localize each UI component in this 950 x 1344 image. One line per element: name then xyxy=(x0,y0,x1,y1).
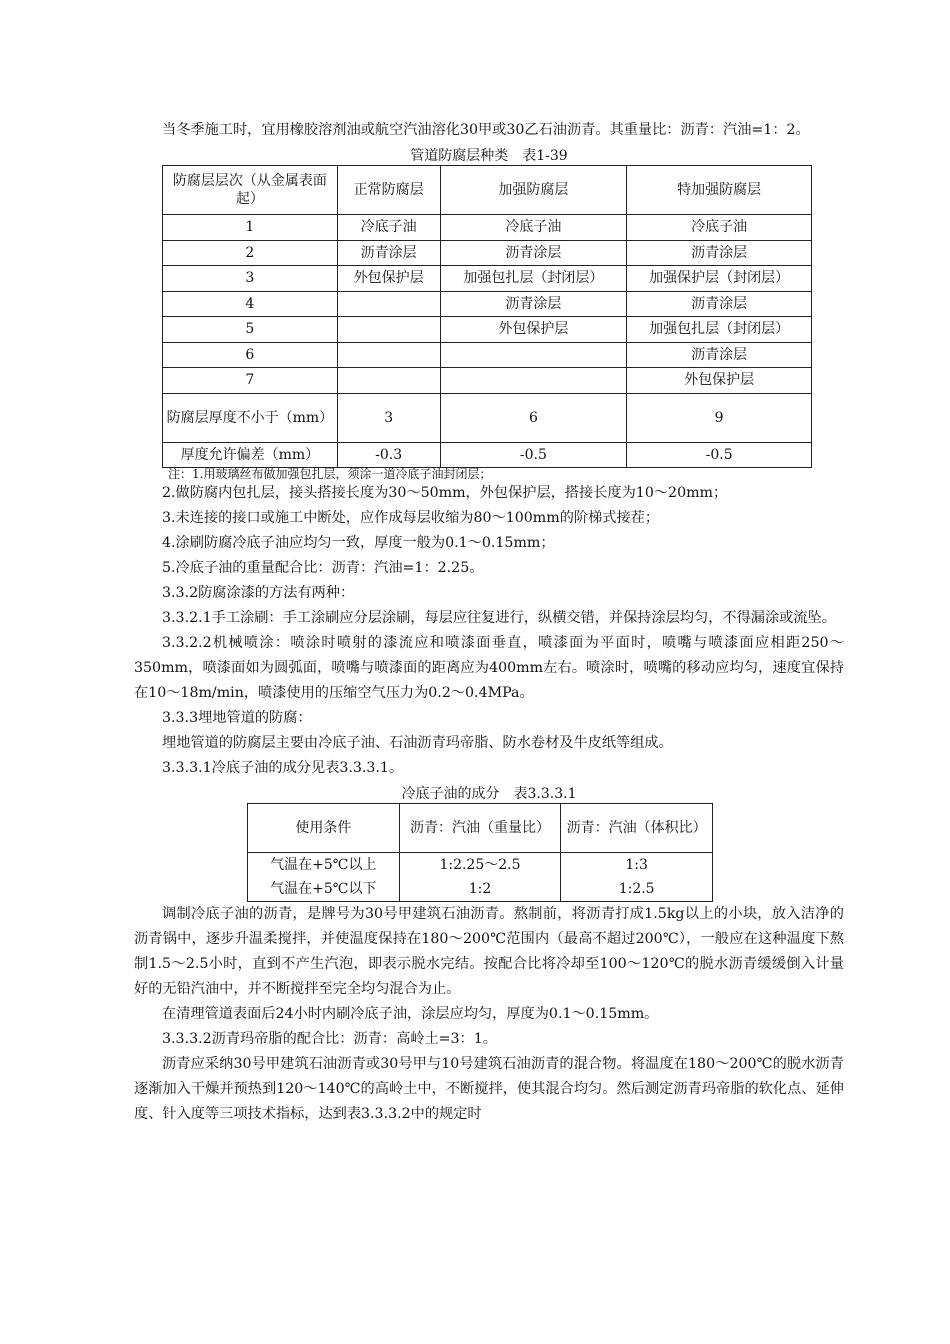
table-cell: -0.5 xyxy=(627,442,812,468)
header-cell: 沥青：汽油（重量比） xyxy=(399,804,561,853)
table-cell: 1:2.5 xyxy=(561,877,713,902)
table1-caption: 管道防腐层种类 表1-39 xyxy=(410,148,568,164)
header-cell: 沥青：汽油（体积比） xyxy=(561,804,713,853)
table-row xyxy=(163,240,812,266)
table-cell: 沥青涂层 xyxy=(627,342,812,368)
table-cell: 气温在+5℃以上 xyxy=(248,853,400,878)
thickness-row xyxy=(163,393,812,442)
tolerance-row xyxy=(163,442,812,468)
table-cell: 7 xyxy=(163,368,338,394)
body-paragraph: 调制冷底子油的沥青，是牌号为30号甲建筑石油沥青。熬制前，将沥青打成1.5kg以上的小块，放入洁净的沥青锅中，逐步升温柔搅拌，并使温度保持在180～200℃范围内（最高不超过200℃），一般应在这种温度下熬制1.5～2.5小时，直到不产生汽泡，即表示脱水完结。按配合比将冷却至100～120℃的脱水沥青缓缓倒入计量好的无铅汽油中，并不断搅拌至完全均匀混合为止。 xyxy=(134,906,844,997)
body-paragraph: 在清理管道表面后24小时内刷冷底子油，涂层应均匀，厚度为0.1～0.15mm。 xyxy=(162,1006,659,1022)
table-cell: 外包保护层 xyxy=(337,266,440,292)
header-cell: 特加强防腐层 xyxy=(627,166,812,215)
table-cell xyxy=(337,368,440,394)
table-cell: 外包保护层 xyxy=(627,368,812,394)
note-item: 5.冷底子油的重量配合比：沥青：汽油=1：2.25。 xyxy=(162,560,484,576)
table-cell: -0.5 xyxy=(440,442,627,468)
table-cell xyxy=(440,368,627,394)
table-cell: 1:2 xyxy=(399,877,561,902)
table-cell: 冷底子油 xyxy=(337,215,440,241)
buried-pipe-paragraph: 埋地管道的防腐层主要由冷底子油、石油沥青玛帝脂、防水卷材及牛皮纸等组成。 xyxy=(162,735,673,751)
manual-brushing-paragraph: 3.3.2.1手工涂刷：手工涂刷应分层涂刷，每层应往复进行，纵横交错，并保持涂层均匀，不得漏涂或流坠。 xyxy=(162,610,836,626)
table-cell: 冷底子油 xyxy=(627,215,812,241)
header-cell: 使用条件 xyxy=(248,804,400,853)
cold-primer-reference: 3.3.3.1冷底子油的成分见表3.3.3.1。 xyxy=(162,760,404,776)
table-row xyxy=(163,317,812,343)
header-cell: 防腐层层次（从金属表面起） xyxy=(163,166,338,215)
table-cell: 6 xyxy=(163,342,338,368)
note-item: 3.未连接的接口或施工中断处，应作成每层收缩为80～100mm的阶梯式接茬； xyxy=(162,510,660,526)
intro-paragraph: 当冬季施工时，宜用橡胶溶剂油或航空汽油溶化30甲或30乙石油沥青。其重量比：沥青：汽油=1：2。 xyxy=(162,122,810,138)
table-cell: 3 xyxy=(163,266,338,292)
table-cell xyxy=(337,317,440,343)
table-cell: 沥青涂层 xyxy=(337,240,440,266)
table-cell: 防腐层厚度不小于（mm） xyxy=(163,393,338,442)
table-row xyxy=(248,877,713,902)
table-row xyxy=(163,291,812,317)
table-header-row xyxy=(163,166,812,215)
note-item: 4.涂刷防腐冷底子油应均匀一致，厚度一般为0.1～0.15mm； xyxy=(162,535,555,551)
section-333-title: 3.3.3埋地管道的防腐： xyxy=(162,710,312,726)
table-cell: 1:3 xyxy=(561,853,713,878)
table-cell: 气温在+5℃以下 xyxy=(248,877,400,902)
table-cell: 沥青涂层 xyxy=(440,240,627,266)
table-cell: 沥青涂层 xyxy=(627,291,812,317)
table-cell: 6 xyxy=(440,393,627,442)
table-cell: -0.3 xyxy=(337,442,440,468)
table-cell: 沥青涂层 xyxy=(627,240,812,266)
table-cell xyxy=(440,342,627,368)
anticorrosion-layers-table xyxy=(162,165,812,468)
table-cell: 冷底子油 xyxy=(440,215,627,241)
table-cell xyxy=(337,342,440,368)
table-row xyxy=(248,853,713,878)
table2-caption: 冷底子油的成分 表3.3.3.1 xyxy=(401,786,577,802)
table-cell: 1 xyxy=(163,215,338,241)
note-item: 2.做防腐内包扎层，接头搭接长度为30～50mm，外包保护层，搭接长度为10～20mm； xyxy=(162,485,728,501)
table-row xyxy=(163,266,812,292)
table-cell: 3 xyxy=(337,393,440,442)
table-cell xyxy=(337,291,440,317)
table-row xyxy=(163,342,812,368)
table-cell: 5 xyxy=(163,317,338,343)
table-cell: 厚度允许偏差（mm） xyxy=(163,442,338,468)
table-header-row xyxy=(248,804,713,853)
body-paragraph: 3.3.3.2沥青玛帝脂的配合比：沥青：高岭土=3：1。 xyxy=(162,1031,497,1047)
body-paragraph: 沥青应采纳30号甲建筑石油沥青或30号甲与10号建筑石油沥青的混合物。将温度在180～200℃的脱水沥青逐渐加入干燥并预热到120～140℃的高岭土中，不断搅拌，使其混合均匀。然后测定沥青玛帝脂的软化点、延伸度、针入度等三项技术指标，达到表3.3.3.2中的规定时 xyxy=(134,1056,844,1122)
header-cell: 正常防腐层 xyxy=(337,166,440,215)
cold-primer-composition-table xyxy=(247,803,713,902)
table-cell: 2 xyxy=(163,240,338,266)
table-row xyxy=(163,215,812,241)
table-cell: 4 xyxy=(163,291,338,317)
table-cell: 沥青涂层 xyxy=(440,291,627,317)
table-cell: 加强保护层（封闭层） xyxy=(627,266,812,292)
table1-note: 注：1.用玻璃丝布做加强包扎层，须涂一道冷底子油封闭层； xyxy=(168,467,492,481)
table-cell: 加强包扎层（封闭层） xyxy=(627,317,812,343)
document-page xyxy=(134,118,844,1127)
table-cell: 9 xyxy=(627,393,812,442)
section-332-title: 3.3.2防腐涂漆的方法有两种： xyxy=(162,585,355,601)
machine-spraying-paragraph: 3.3.2.2机械喷涂：喷涂时喷射的漆流应和喷漆面垂直，喷漆面为平面时，喷嘴与喷漆面应相距250～350mm，喷漆面如为圆弧面，喷嘴与喷漆面的距离应为400mm左右。喷涂时，喷嘴的移动应均匀，速度宜保持在10～18m/min，喷漆使用的压缩空气压力为0.2～0.4MPa。 xyxy=(134,635,844,701)
table-cell: 1:2.25～2.5 xyxy=(399,853,561,878)
header-cell: 加强防腐层 xyxy=(440,166,627,215)
table-cell: 外包保护层 xyxy=(440,317,627,343)
table-cell: 加强包扎层（封闭层） xyxy=(440,266,627,292)
table-row xyxy=(163,368,812,394)
